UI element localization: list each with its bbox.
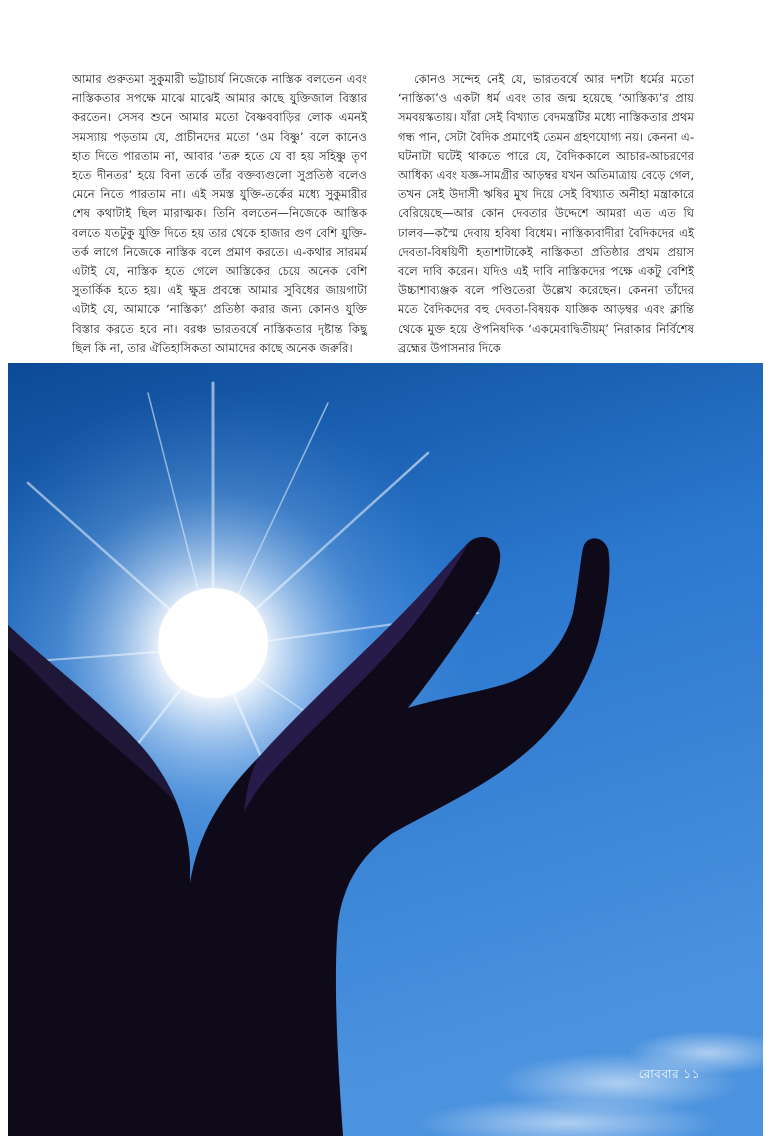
hands-sun-photo: [8, 363, 763, 1136]
article-column-left: [72, 70, 367, 358]
article-paragraph: কোনও সন্দেহ নেই যে, ভারতবর্ষে আর দশটা ধর্মের মতো ‘নাস্তিক্য’ও একটা ধর্ম এবং তার জন্ম হয়েছে ‘আস্তিক্য’র প্রায় সমবয়স্কতায়। যাঁরা সেই বিখ্যাত বেদমন্ত্রটির মধ্যে নাস্তিকতার প্রথম গন্ধ পান, সেটা বৈদিক প্রমাণেই তেমন গ্রহণযোগ্য নয়। কেননা এ-ঘটনাটা ঘটেই থাকতে পারে যে, বৈদিককালে আচার-আচরণের আধিক্য এবং যজ্ঞ-সামগ্রীর আড়ম্বর যখন অতিমাত্রায় বেড়ে গেল, তখন সেই উদাসী ঋষির মুখ দিয়ে সেই বিখ্যাত অনীহা মন্ত্রাকারে বেরিয়েছে—আর কোন দেবতার উদ্দেশে আমরা এত এত ঘি ঢালব—কস্মৈ দেবায় হবিষা বিধেম। নাস্তিক্যবাদীরা বৈদিকদের এই দেবতা-বিষয়িণী হতাশাটাকেই নাস্তিকতা প্রতিষ্ঠার প্রথম প্রয়াস বলে দাবি করেন। যদিও এই দাবি নাস্তিকদের পক্ষে একটু বেশিই উচ্চাশাব্যঞ্জক বলে পণ্ডিতেরা উল্লেখ করেছেন। কেননা তাঁদের মতে বৈদিকদের বহু দেবতা-বিষয়ক যাজ্ঞিক আড়ম্বর এবং ক্লান্তি থেকে মুক্ত হয়ে ঔপনিষদিক ‘একমেবাদ্বিতীয়ম্’ নিরাকার নির্বিশেষ ব্রহ্মের উপাসনার দিকে: [398, 72, 694, 355]
article-paragraph: আমার গুরুতমা সুকুমারী ভট্টাচার্য নিজেকে নাস্তিক বলতেন এবং নাস্তিকতার সপক্ষে মাঝে মাঝেই আমার কাছে যুক্তিজাল বিস্তার করতেন। সেসব শুনে আমার মতো বৈষ্ণববাড়ির লোক এমনই সমস্যায় পড়তাম যে, প্রাচীনদের মতো ‘ওম বিষ্ণু’ বলে কানেও হাত দিতে পারতাম না, আবার ‘তরু হতে যে বা হয় সহিষ্ণু তৃণ হতে দীনতর’ হয়ে বিনা তর্কে তাঁর বক্তব্যগুলো সুপ্রতিষ্ঠ বলেও মেনে নিতে পারতাম না। এই সমস্ত যুক্তি-তর্কের মধ্যে সুকুমারীর শেষ কথাটাই ছিল মারাত্মক। তিনি বলতেন—নিজেকে আস্তিক বলতে যতটুকু যুক্তি দিতে হয় তার থেকে হাজার গুণ বেশি যুক্তি-তর্ক লাগে নিজেকে নাস্তিক বলে প্রমাণ করতে। এ-কথার সারমর্ম এটাই যে, নাস্তিক হতে গেলে আস্তিকের চেয়ে অনেক বেশি সুতার্কিক হতে হয়। এই ক্ষুদ্র প্রবন্ধে আমার সুবিধের জায়গাটা এটাই যে, আমাকে ‘নাস্তিক্য’ প্রতিষ্ঠা করার জন্য কোনও যুক্তি বিস্তার করতে হবে না। বরঞ্চ ভারতবর্ষে নাস্তিকতার দৃষ্টান্ত কিছু ছিল কি না, তার ঐতিহাসিকতা আমাদের কাছে অনেক জরুরি।: [72, 72, 367, 355]
article-column-right: [398, 70, 694, 358]
page-footer: রোববার ১১: [638, 1067, 700, 1081]
photo-illustration: [8, 363, 763, 1136]
